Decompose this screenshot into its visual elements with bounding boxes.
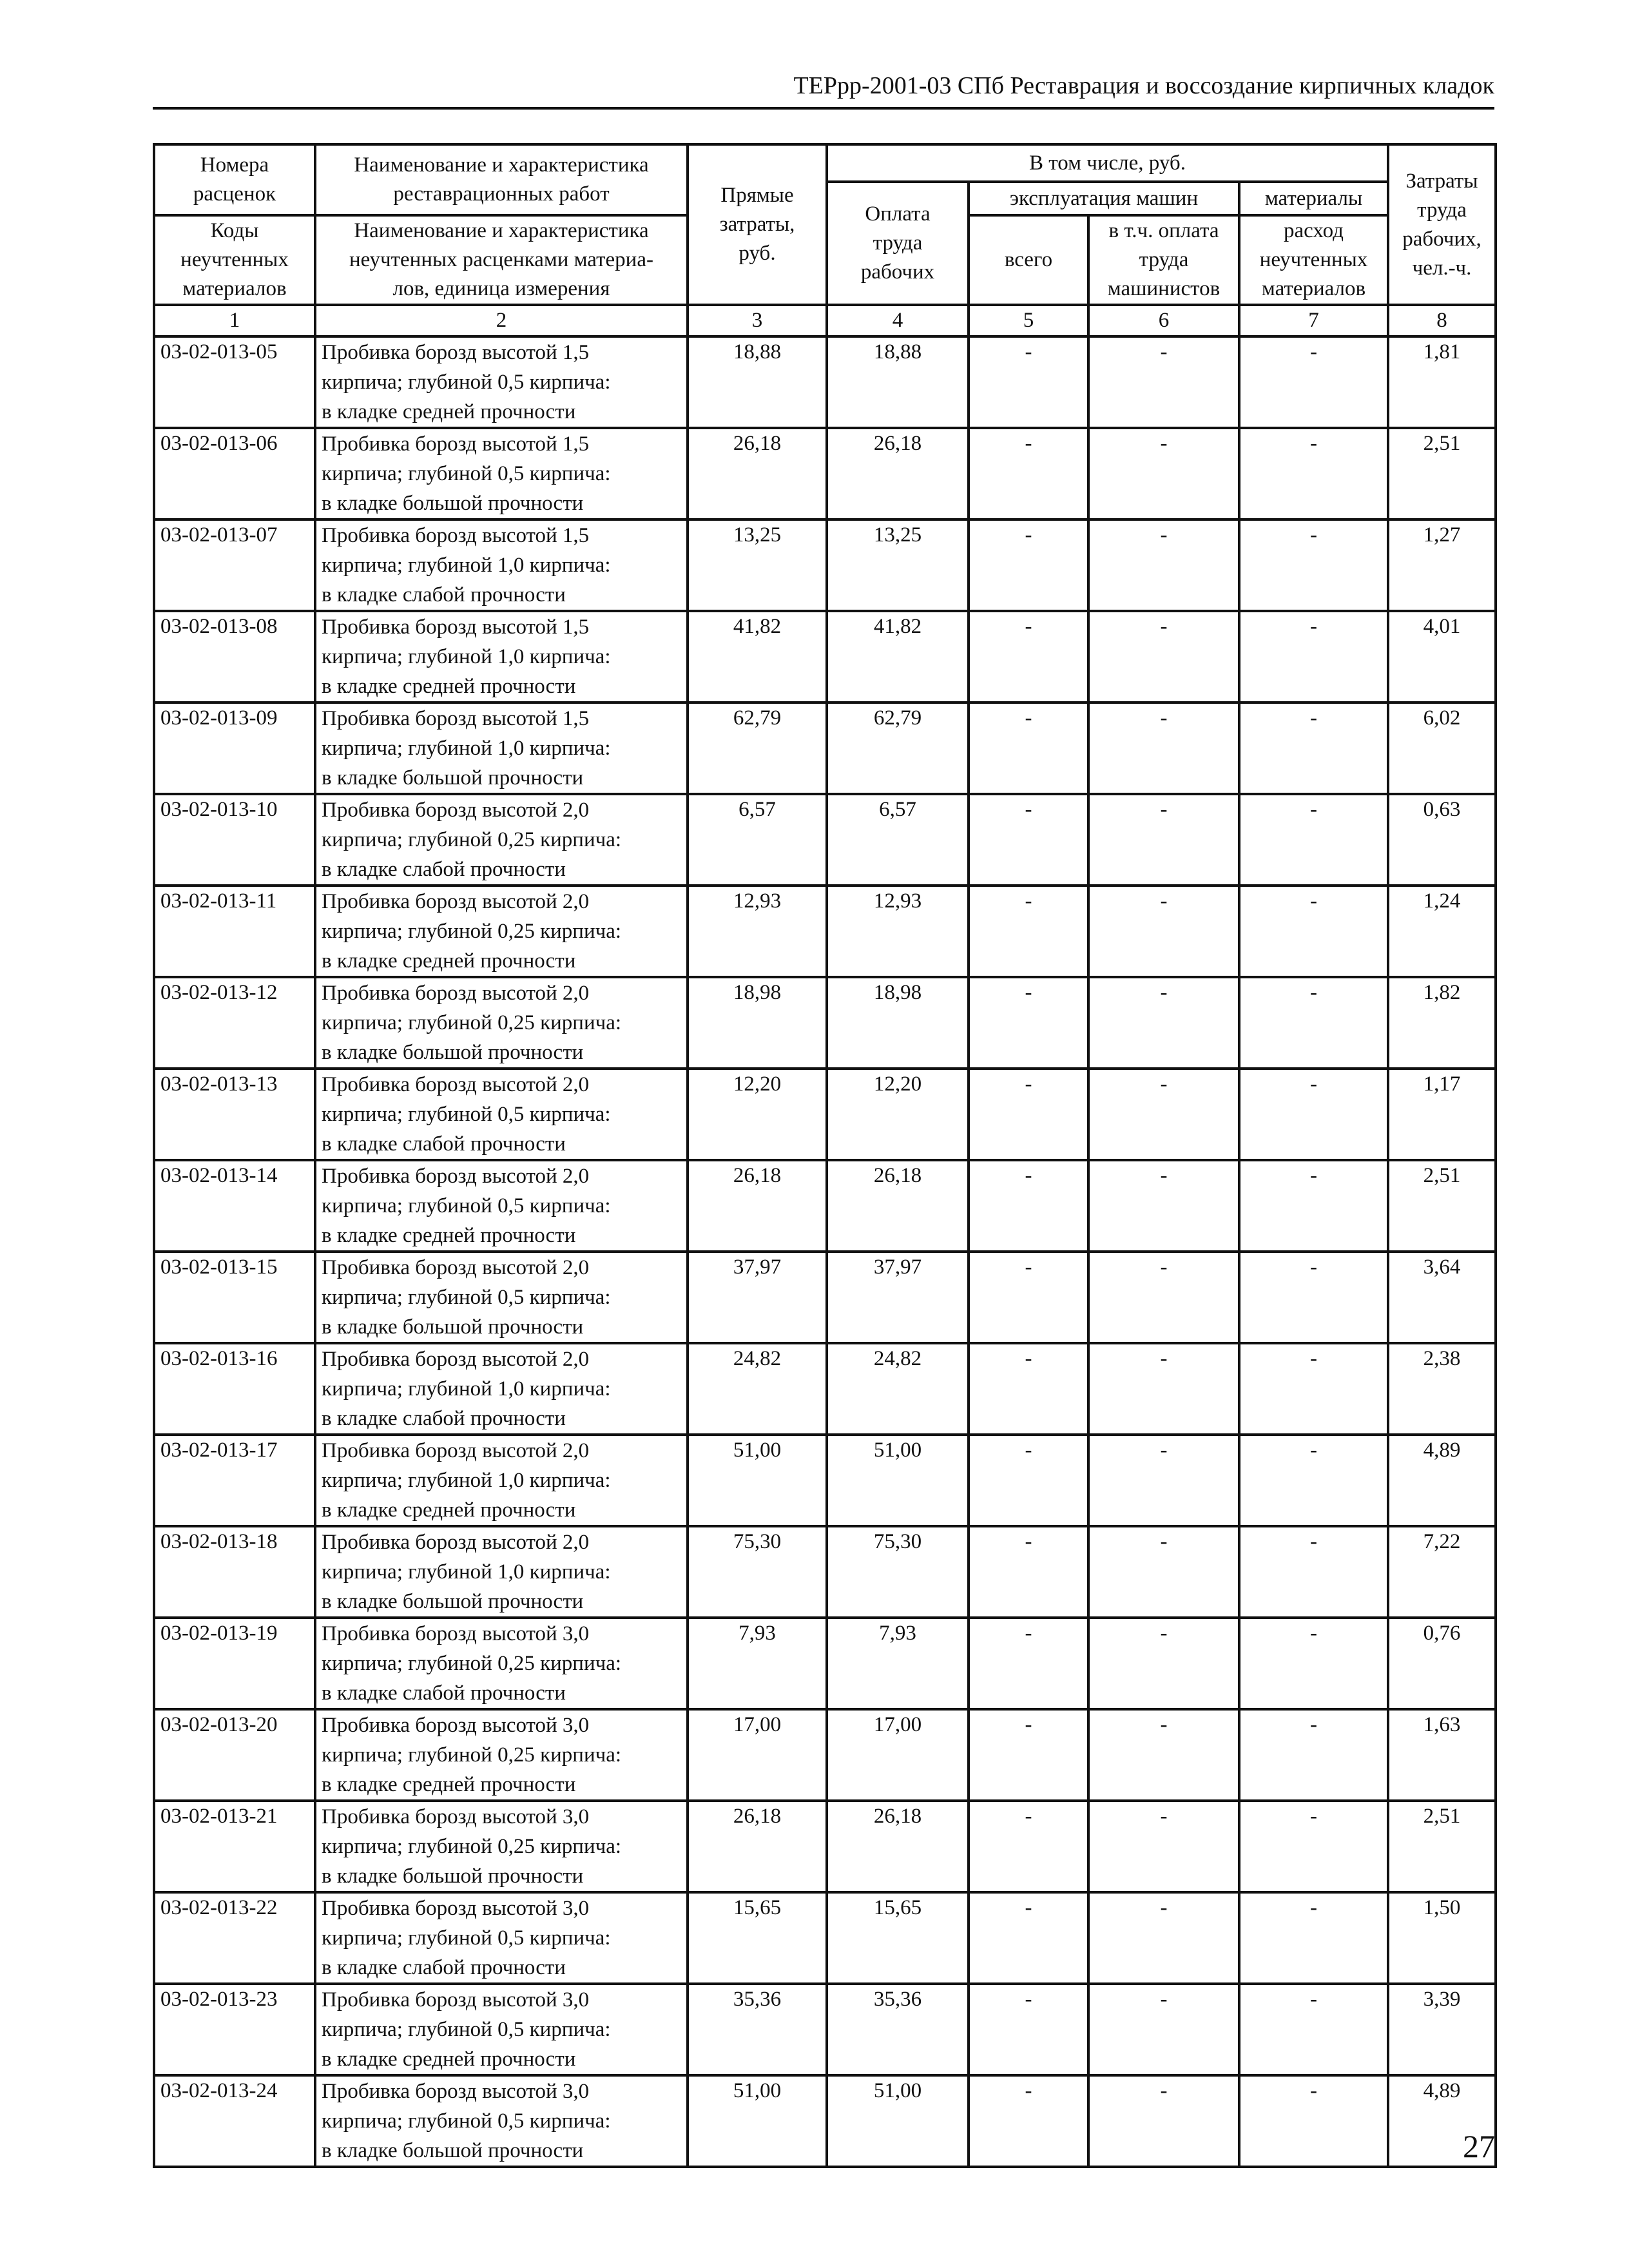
table-row (154, 886, 1496, 977)
machines-total-cell: - (969, 519, 1088, 611)
table-row (154, 1618, 1496, 1709)
table-body (154, 336, 1496, 2167)
work-description: Пробивка борозд высотой 1,5 кирпича; глубиной 1,0 кирпича: в кладке слабой прочности (315, 519, 688, 611)
machinist-pay-cell: - (1088, 1160, 1239, 1252)
header-direct-costs: Прямые затраты, руб. (688, 144, 827, 305)
labor-pay-cell: 51,00 (827, 2075, 969, 2167)
work-description: Пробивка борозд высотой 2,0 кирпича; глубиной 0,5 кирпича: в кладке средней прочности (315, 1160, 688, 1252)
header-machinist-pay: в т.ч. оплата труда машинистов (1088, 215, 1239, 305)
material-consumption-cell: - (1239, 1160, 1388, 1252)
direct-costs-cell: 37,97 (688, 1252, 827, 1343)
labor-pay-cell: 17,00 (827, 1709, 969, 1801)
table-row (154, 703, 1496, 794)
work-description: Пробивка борозд высотой 3,0 кирпича; глубиной 0,5 кирпича: в кладке средней прочности (315, 1984, 688, 2075)
labor-costs-cell: 0,63 (1388, 794, 1496, 886)
table-row (154, 2075, 1496, 2167)
machinist-pay-cell: - (1088, 1252, 1239, 1343)
machinist-pay-cell: - (1088, 794, 1239, 886)
work-description: Пробивка борозд высотой 2,0 кирпича; глубиной 0,25 кирпича: в кладке средней прочности (315, 886, 688, 977)
table-row (154, 977, 1496, 1069)
machinist-pay-cell: - (1088, 1801, 1239, 1892)
labor-costs-cell: 1,50 (1388, 1892, 1496, 1984)
labor-pay-cell: 6,57 (827, 794, 969, 886)
work-description: Пробивка борозд высотой 1,5 кирпича; глубиной 0,5 кирпича: в кладке большой прочности (315, 428, 688, 519)
material-consumption-cell: - (1239, 336, 1388, 428)
labor-costs-cell: 1,63 (1388, 1709, 1496, 1801)
machines-total-cell: - (969, 794, 1088, 886)
work-description: Пробивка борозд высотой 3,0 кирпича; глубиной 0,25 кирпича: в кладке большой прочности (315, 1801, 688, 1892)
machinist-pay-cell: - (1088, 336, 1239, 428)
labor-costs-cell: 1,27 (1388, 519, 1496, 611)
rate-code: 03-02-013-10 (154, 794, 315, 886)
header-material-codes: Коды неучтенных материалов (154, 215, 315, 305)
labor-pay-cell: 26,18 (827, 428, 969, 519)
machines-total-cell: - (969, 1709, 1088, 1801)
work-description: Пробивка борозд высотой 3,0 кирпича; глубиной 0,5 кирпича: в кладке большой прочности (315, 2075, 688, 2167)
table-row (154, 1252, 1496, 1343)
rate-code: 03-02-013-12 (154, 977, 315, 1069)
labor-pay-cell: 51,00 (827, 1435, 969, 1526)
material-consumption-cell: - (1239, 1801, 1388, 1892)
material-consumption-cell: - (1239, 977, 1388, 1069)
table-row (154, 794, 1496, 886)
work-description: Пробивка борозд высотой 3,0 кирпича; глубиной 0,25 кирпича: в кладке слабой прочности (315, 1618, 688, 1709)
material-consumption-cell: - (1239, 703, 1388, 794)
direct-costs-cell: 7,93 (688, 1618, 827, 1709)
rate-code: 03-02-013-18 (154, 1526, 315, 1618)
column-number: 4 (827, 305, 969, 336)
rate-code: 03-02-013-15 (154, 1252, 315, 1343)
labor-pay-cell: 12,93 (827, 886, 969, 977)
material-consumption-cell: - (1239, 2075, 1388, 2167)
material-consumption-cell: - (1239, 886, 1388, 977)
column-numbers-row (154, 305, 1496, 336)
table-row (154, 1801, 1496, 1892)
material-consumption-cell: - (1239, 1618, 1388, 1709)
labor-costs-cell: 3,39 (1388, 1984, 1496, 2075)
labor-costs-cell: 2,51 (1388, 1160, 1496, 1252)
direct-costs-cell: 6,57 (688, 794, 827, 886)
machinist-pay-cell: - (1088, 1618, 1239, 1709)
material-consumption-cell: - (1239, 1252, 1388, 1343)
table-row (154, 1160, 1496, 1252)
table-row (154, 1892, 1496, 1984)
machines-total-cell: - (969, 2075, 1088, 2167)
labor-pay-cell: 37,97 (827, 1252, 969, 1343)
work-description: Пробивка борозд высотой 3,0 кирпича; глубиной 0,25 кирпича: в кладке средней прочности (315, 1709, 688, 1801)
machinist-pay-cell: - (1088, 886, 1239, 977)
labor-costs-cell: 1,81 (1388, 336, 1496, 428)
direct-costs-cell: 41,82 (688, 611, 827, 703)
rate-code: 03-02-013-16 (154, 1343, 315, 1435)
direct-costs-cell: 26,18 (688, 1160, 827, 1252)
rate-code: 03-02-013-21 (154, 1801, 315, 1892)
machines-total-cell: - (969, 977, 1088, 1069)
machinist-pay-cell: - (1088, 1984, 1239, 2075)
labor-pay-cell: 7,93 (827, 1618, 969, 1709)
work-description: Пробивка борозд высотой 2,0 кирпича; глубиной 0,25 кирпича: в кладке большой прочности (315, 977, 688, 1069)
machines-total-cell: - (969, 1526, 1088, 1618)
work-description: Пробивка борозд высотой 2,0 кирпича; глубиной 1,0 кирпича: в кладке средней прочности (315, 1435, 688, 1526)
rate-code: 03-02-013-24 (154, 2075, 315, 2167)
header-labor-pay: Оплата труда рабочих (827, 182, 969, 305)
page-header: ТЕРрр-2001-03 СПб Реставрация и воссоздание кирпичных кладок (153, 70, 1494, 110)
direct-costs-cell: 18,98 (688, 977, 827, 1069)
column-number: 3 (688, 305, 827, 336)
machines-total-cell: - (969, 1984, 1088, 2075)
material-consumption-cell: - (1239, 1526, 1388, 1618)
machines-total-cell: - (969, 1160, 1088, 1252)
column-number: 1 (154, 305, 315, 336)
machinist-pay-cell: - (1088, 977, 1239, 1069)
labor-costs-cell: 1,17 (1388, 1069, 1496, 1160)
labor-pay-cell: 12,20 (827, 1069, 969, 1160)
header-labor-costs: Затраты труда рабочих, чел.-ч. (1388, 144, 1496, 305)
rate-code: 03-02-013-07 (154, 519, 315, 611)
machines-total-cell: - (969, 336, 1088, 428)
direct-costs-cell: 13,25 (688, 519, 827, 611)
machinist-pay-cell: - (1088, 1526, 1239, 1618)
labor-pay-cell: 18,98 (827, 977, 969, 1069)
rate-code: 03-02-013-20 (154, 1709, 315, 1801)
rate-code: 03-02-013-22 (154, 1892, 315, 1984)
page-number: 27 (1463, 2128, 1495, 2164)
table-header (154, 144, 1496, 336)
labor-costs-cell: 2,51 (1388, 1801, 1496, 1892)
work-description: Пробивка борозд высотой 2,0 кирпича; глубиной 0,5 кирпича: в кладке слабой прочности (315, 1069, 688, 1160)
machines-total-cell: - (969, 1069, 1088, 1160)
header-including: В том числе, руб. (827, 144, 1388, 182)
header-machines-total: всего (969, 215, 1088, 305)
machinist-pay-cell: - (1088, 1343, 1239, 1435)
machines-total-cell: - (969, 428, 1088, 519)
labor-costs-cell: 7,22 (1388, 1526, 1496, 1618)
header-rate-numbers: Номера расценок (154, 144, 315, 215)
labor-pay-cell: 62,79 (827, 703, 969, 794)
work-description: Пробивка борозд высотой 1,5 кирпича; глубиной 1,0 кирпича: в кладке большой прочности (315, 703, 688, 794)
direct-costs-cell: 75,30 (688, 1526, 827, 1618)
material-consumption-cell: - (1239, 1069, 1388, 1160)
machinist-pay-cell: - (1088, 611, 1239, 703)
labor-costs-cell: 2,38 (1388, 1343, 1496, 1435)
material-consumption-cell: - (1239, 611, 1388, 703)
machinist-pay-cell: - (1088, 2075, 1239, 2167)
table-row (154, 611, 1496, 703)
header-materials: материалы (1239, 182, 1388, 215)
column-number: 7 (1239, 305, 1388, 336)
work-description: Пробивка борозд высотой 3,0 кирпича; глубиной 0,5 кирпича: в кладке слабой прочности (315, 1892, 688, 1984)
labor-costs-cell: 3,64 (1388, 1252, 1496, 1343)
table-row (154, 1984, 1496, 2075)
rate-code: 03-02-013-08 (154, 611, 315, 703)
header-material-description: Наименование и характеристика неучтенных расценками материа- лов, единица измерения (315, 215, 688, 305)
material-consumption-cell: - (1239, 428, 1388, 519)
work-description: Пробивка борозд высотой 2,0 кирпича; глубиной 0,5 кирпича: в кладке большой прочности (315, 1252, 688, 1343)
material-consumption-cell: - (1239, 1343, 1388, 1435)
table-row (154, 1435, 1496, 1526)
direct-costs-cell: 15,65 (688, 1892, 827, 1984)
material-consumption-cell: - (1239, 1709, 1388, 1801)
column-number: 6 (1088, 305, 1239, 336)
direct-costs-cell: 17,00 (688, 1709, 827, 1801)
machinist-pay-cell: - (1088, 703, 1239, 794)
column-number: 5 (969, 305, 1088, 336)
labor-pay-cell: 35,36 (827, 1984, 969, 2075)
table-row (154, 1709, 1496, 1801)
table-row (154, 428, 1496, 519)
labor-costs-cell: 4,01 (1388, 611, 1496, 703)
column-number: 2 (315, 305, 688, 336)
table-row (154, 336, 1496, 428)
machines-total-cell: - (969, 1618, 1088, 1709)
rate-code: 03-02-013-06 (154, 428, 315, 519)
header-machines: эксплуатация машин (969, 182, 1239, 215)
header-work-description: Наименование и характеристика реставрационных работ (315, 144, 688, 215)
direct-costs-cell: 12,20 (688, 1069, 827, 1160)
direct-costs-cell: 35,36 (688, 1984, 827, 2075)
machinist-pay-cell: - (1088, 519, 1239, 611)
labor-costs-cell: 4,89 (1388, 2075, 1496, 2167)
direct-costs-cell: 12,93 (688, 886, 827, 977)
rate-code: 03-02-013-05 (154, 336, 315, 428)
material-consumption-cell: - (1239, 1435, 1388, 1526)
work-description: Пробивка борозд высотой 1,5 кирпича; глубиной 0,5 кирпича: в кладке средней прочности (315, 336, 688, 428)
labor-costs-cell: 2,51 (1388, 428, 1496, 519)
rate-code: 03-02-013-23 (154, 1984, 315, 2075)
labor-costs-cell: 1,82 (1388, 977, 1496, 1069)
machines-total-cell: - (969, 703, 1088, 794)
machinist-pay-cell: - (1088, 1069, 1239, 1160)
labor-pay-cell: 26,18 (827, 1160, 969, 1252)
material-consumption-cell: - (1239, 519, 1388, 611)
machines-total-cell: - (969, 1435, 1088, 1526)
labor-costs-cell: 4,89 (1388, 1435, 1496, 1526)
labor-costs-cell: 1,24 (1388, 886, 1496, 977)
labor-pay-cell: 41,82 (827, 611, 969, 703)
material-consumption-cell: - (1239, 1984, 1388, 2075)
direct-costs-cell: 62,79 (688, 703, 827, 794)
header-material-consumption: расход неучтенных материалов (1239, 215, 1388, 305)
labor-pay-cell: 15,65 (827, 1892, 969, 1984)
labor-pay-cell: 75,30 (827, 1526, 969, 1618)
rate-code: 03-02-013-19 (154, 1618, 315, 1709)
direct-costs-cell: 26,18 (688, 428, 827, 519)
machinist-pay-cell: - (1088, 1892, 1239, 1984)
machines-total-cell: - (969, 611, 1088, 703)
rate-code: 03-02-013-14 (154, 1160, 315, 1252)
rate-code: 03-02-013-09 (154, 703, 315, 794)
work-description: Пробивка борозд высотой 2,0 кирпича; глубиной 0,25 кирпича: в кладке слабой прочности (315, 794, 688, 886)
column-number: 8 (1388, 305, 1496, 336)
material-consumption-cell: - (1239, 1892, 1388, 1984)
labor-costs-cell: 0,76 (1388, 1618, 1496, 1709)
machinist-pay-cell: - (1088, 1435, 1239, 1526)
machines-total-cell: - (969, 886, 1088, 977)
labor-pay-cell: 13,25 (827, 519, 969, 611)
table-row (154, 1526, 1496, 1618)
work-description: Пробивка борозд высотой 1,5 кирпича; глубиной 1,0 кирпича: в кладке средней прочности (315, 611, 688, 703)
machines-total-cell: - (969, 1892, 1088, 1984)
material-consumption-cell: - (1239, 794, 1388, 886)
machines-total-cell: - (969, 1343, 1088, 1435)
labor-costs-cell: 6,02 (1388, 703, 1496, 794)
rates-table (153, 143, 1497, 2168)
direct-costs-cell: 18,88 (688, 336, 827, 428)
machinist-pay-cell: - (1088, 428, 1239, 519)
labor-pay-cell: 18,88 (827, 336, 969, 428)
work-description: Пробивка борозд высотой 2,0 кирпича; глубиной 1,0 кирпича: в кладке большой прочности (315, 1526, 688, 1618)
machines-total-cell: - (969, 1252, 1088, 1343)
direct-costs-cell: 26,18 (688, 1801, 827, 1892)
table-row (154, 1343, 1496, 1435)
direct-costs-cell: 51,00 (688, 2075, 827, 2167)
rate-code: 03-02-013-17 (154, 1435, 315, 1526)
work-description: Пробивка борозд высотой 2,0 кирпича; глубиной 1,0 кирпича: в кладке слабой прочности (315, 1343, 688, 1435)
table-row (154, 519, 1496, 611)
direct-costs-cell: 24,82 (688, 1343, 827, 1435)
direct-costs-cell: 51,00 (688, 1435, 827, 1526)
machines-total-cell: - (969, 1801, 1088, 1892)
rate-code: 03-02-013-11 (154, 886, 315, 977)
table-row (154, 1069, 1496, 1160)
labor-pay-cell: 26,18 (827, 1801, 969, 1892)
labor-pay-cell: 24,82 (827, 1343, 969, 1435)
rate-code: 03-02-013-13 (154, 1069, 315, 1160)
machinist-pay-cell: - (1088, 1709, 1239, 1801)
